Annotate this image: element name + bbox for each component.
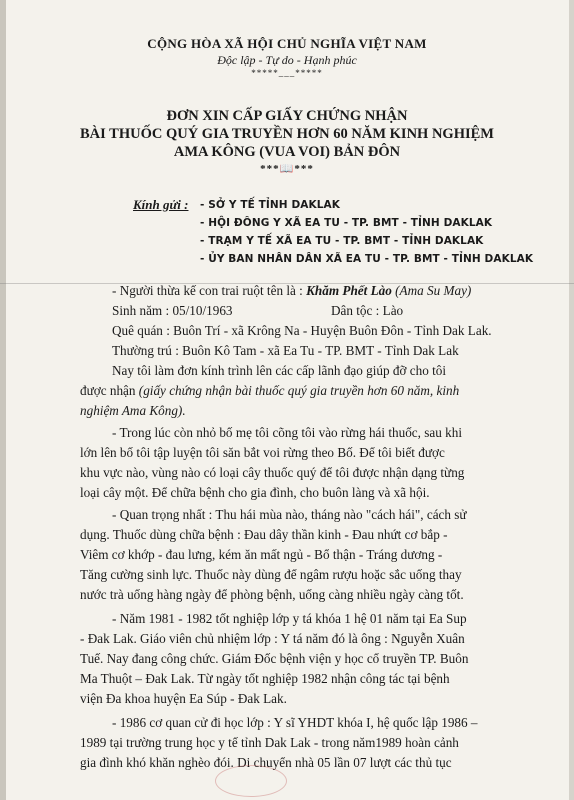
body-line: - Năm 1981 - 1982 tốt nghiệp lớp y tá khóa 1 hệ 01 năm tại Ea Sup <box>112 611 467 626</box>
body-text: được nhận <box>80 383 139 398</box>
heir-name: Khăm Phết Lào <box>306 283 392 298</box>
hometown: Quê quán : Buôn Trí - xã Krông Na - Huyện Buôn Đôn - Tỉnh Dak Lak. <box>112 323 492 338</box>
header-divider: *****___***** <box>251 68 323 78</box>
body-line <box>112 283 471 299</box>
body-line: dụng. Thuốc dùng chữa bệnh : Đau dây thần kinh - Đau nhứt cơ bắp - <box>80 527 448 542</box>
recipient-item: - TRẠM Y TẾ XÃ EA TU - TP. BMT - TỈNH DAKLAK <box>200 235 484 247</box>
body-text: - Người thừa kế con trai ruột tên là : <box>112 283 307 298</box>
body-line: - 1986 cơ quan cử đi học lớp : Y sĩ YHDT khóa I, hệ quốc lập 1986 – <box>112 715 478 730</box>
body-line: nước trà uống hàng ngày để phòng bệnh, uống càng nhiều ngày càng tốt. <box>80 587 464 602</box>
body-text-italic: (giấy chứng nhận bài thuốc quý gia truyền hơn 60 năm, kinh <box>138 383 460 398</box>
body-line: Ma Thuột – Đak Lak. Từ ngày tốt nghiệp 1982 nhận công tác tại bệnh <box>80 671 450 686</box>
motto: Độc lập - Tự do - Hạnh phúc <box>217 53 357 67</box>
body-line: khu vực nào, vùng nào có loại cây thuốc quý để tôi được nhận dạng từng <box>80 465 465 480</box>
title-line-2: BÀI THUỐC QUÝ GIA TRUYỀN HƠN 60 NĂM KINH NGHIỆM <box>80 126 494 142</box>
body-line: - Quan trọng nhất : Thu hái mùa nào, tháng nào "cách hái", cách sử <box>112 507 467 522</box>
body-line: - Đak Lak. Giáo viên chủ nhiệm lớp : Y tá năm đó là ông : Nguyễn Xuân <box>80 631 465 646</box>
body-line <box>80 383 459 399</box>
recipient-item: - SỞ Y TẾ TỈNH DAKLAK <box>200 199 340 211</box>
body-line: lớn lên bố tôi tập luyện tôi săn bắt voi rừng theo Bố. Để tôi biết được <box>80 445 445 460</box>
body-line: Viêm cơ khớp - đau lưng, kém ăn mất ngủ - Bổ thận - Tráng dương - <box>80 547 443 562</box>
body-line: - Trong lúc còn nhỏ bố mẹ tôi cõng tôi vào rừng hái thuốc, sau khi <box>112 425 462 440</box>
body-line: viện Đa khoa huyện Ea Súp - Đak Lak. <box>80 691 287 706</box>
body-line: loại cây một. Để chữa bệnh cho gia đình, cho buôn làng và xã hội. <box>80 485 430 500</box>
body-line: Nay tôi làm đơn kính trình lên các cấp lãnh đạo giúp đỡ cho tôi <box>112 363 447 378</box>
heir-alias: (Ama Su May) <box>391 283 472 298</box>
nation-header: CỘNG HÒA XÃ HỘI CHỦ NGHĨA VIỆT NAM <box>147 36 427 51</box>
recipients-label: Kính gửi : <box>133 197 189 212</box>
recipient-item: - HỘI ĐÔNG Y XÃ EA TU - TP. BMT - TỈNH DAKLAK <box>200 217 493 229</box>
body-line: Tuế. Nay đang công chức. Giám Đốc bệnh viện y học cổ truyền TP. Buôn <box>80 651 469 666</box>
body-line: gia đình khó khăn nghèo đói. Di chuyển nhà 05 lần 07 lượt các thủ tục <box>80 755 452 770</box>
residence: Thường trú : Buôn Kô Tam - xã Ea Tu - TP. BMT - Tỉnh Dak Lak <box>112 343 459 358</box>
title-line-3: AMA KÔNG (VUA VOI) BẢN ĐÔN <box>173 144 401 160</box>
ethnicity: Dân tộc : Lào <box>331 303 404 318</box>
birth-year: Sinh năm : 05/10/1963 <box>112 303 233 318</box>
body-line: Tăng cường sinh lực. Thuốc này dùng để ngâm rượu hoặc sắc uống thay <box>80 567 462 582</box>
body-line: nghiệm Ama Kông). <box>80 403 186 418</box>
title-divider: ***📖*** <box>260 163 314 175</box>
faint-stamp <box>215 765 287 797</box>
body-line: 1989 tại trường trung học y tế tỉnh Dak Lak - trong năm1989 hoàn cảnh <box>80 735 459 750</box>
recipient-item: - ỦY BAN NHÂN DÂN XÃ EA TU - TP. BMT - TỈNH DAKLAK <box>200 253 534 265</box>
title-line-1: ĐƠN XIN CẤP GIẤY CHỨNG NHẬN <box>166 108 408 124</box>
